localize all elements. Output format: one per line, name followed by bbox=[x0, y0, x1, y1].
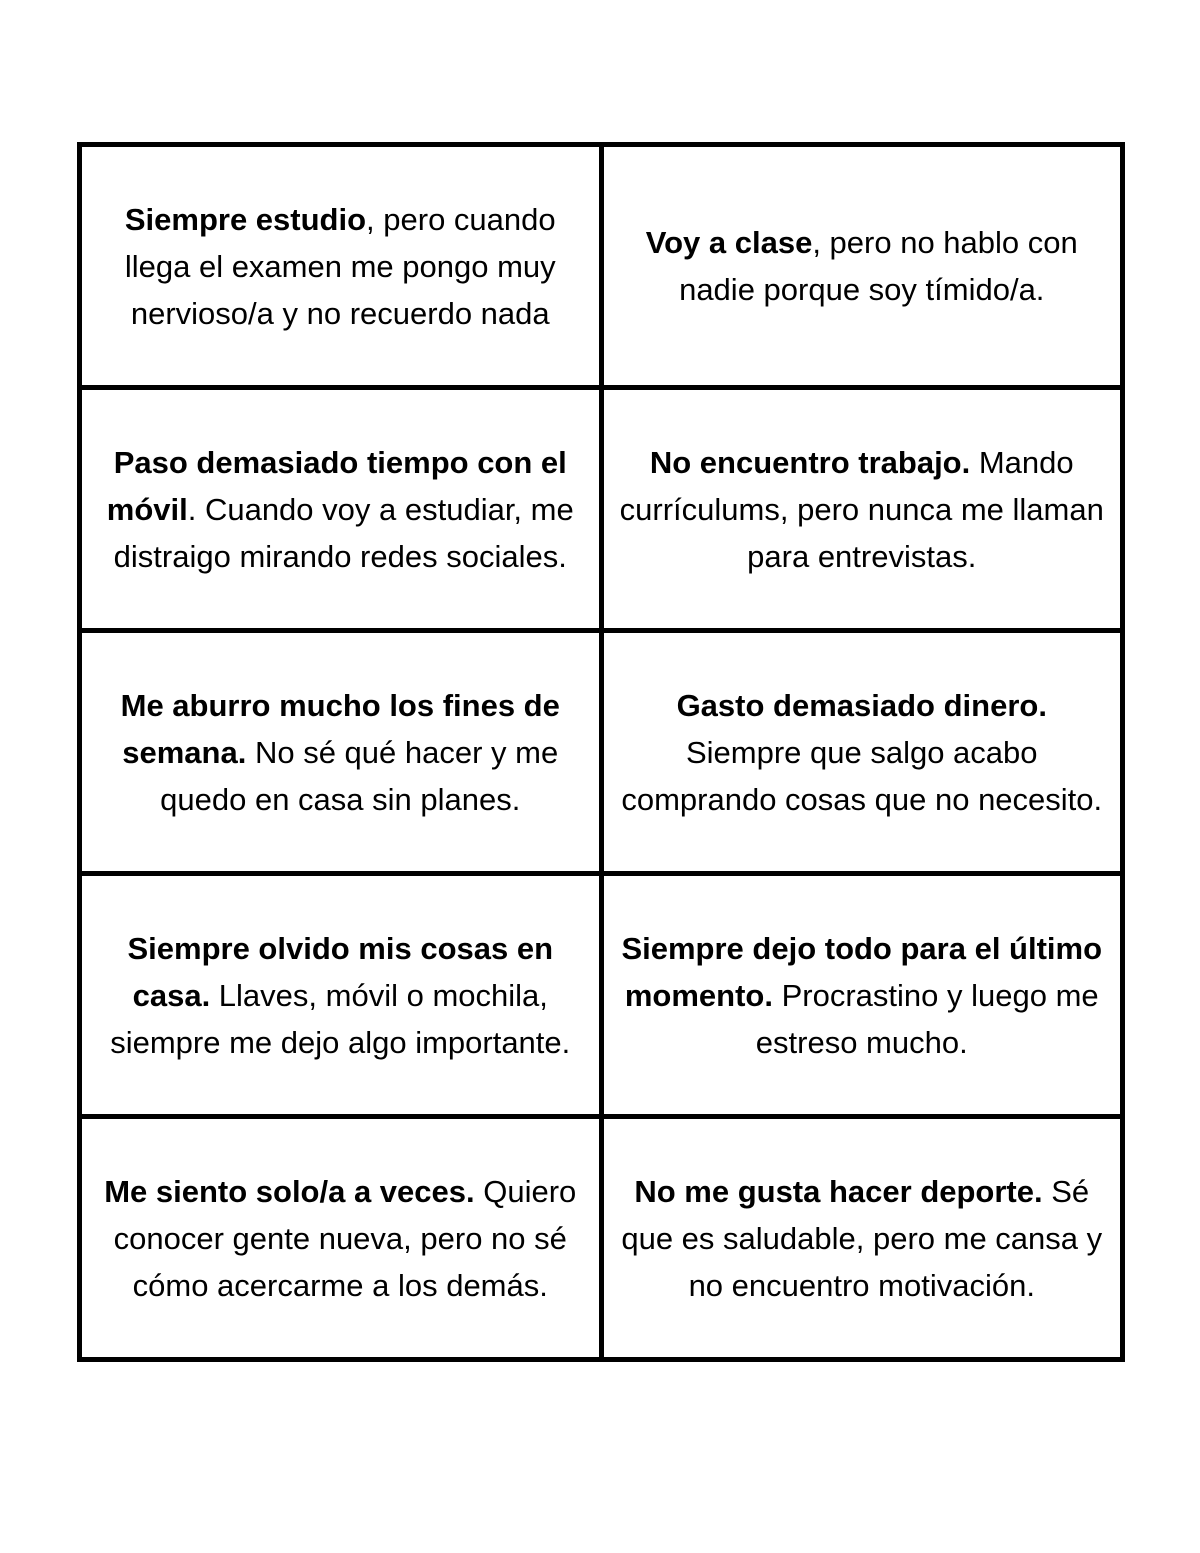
card bbox=[601, 388, 1123, 631]
card-text: Sé que es saludable, pero me cansa y no encuentro motivación. bbox=[621, 1173, 1103, 1303]
card-text: Mando currículums, pero nunca me llaman para entrevistas. bbox=[619, 444, 1104, 574]
card bbox=[80, 388, 602, 631]
card-text: , pero no hablo con nadie porque soy tímido/a. bbox=[679, 225, 1078, 307]
card-bold-text: No encuentro trabajo. bbox=[649, 444, 971, 480]
card-text: Siempre que salgo acabo comprando cosas que no necesito. bbox=[621, 734, 1103, 817]
card-text: Llaves, móvil o mochila, siempre me dejo algo importante. bbox=[110, 977, 571, 1060]
card-bold-text: Paso demasiado tiempo con el móvil bbox=[106, 444, 567, 527]
card-bold-text: Voy a clase bbox=[645, 225, 813, 260]
card bbox=[80, 145, 602, 388]
card bbox=[80, 1117, 602, 1360]
cards-row bbox=[80, 631, 1123, 874]
cards-row bbox=[80, 1117, 1123, 1360]
card-text: Procrastino y luego me estreso mucho. bbox=[755, 977, 1099, 1060]
card-bold-text: Me aburro mucho los fines de semana. bbox=[120, 687, 560, 770]
card bbox=[601, 145, 1123, 388]
card-bold-text: Siempre estudio bbox=[124, 201, 367, 237]
card-text: , pero cuando llega el examen me pongo muy nervioso/a y no recuerdo nada bbox=[124, 201, 556, 331]
card-text: . Cuando voy a estudiar, me distraigo mirando redes sociales. bbox=[113, 491, 574, 574]
card-bold-text: Me siento solo/a a veces. bbox=[104, 1173, 475, 1209]
card bbox=[601, 631, 1123, 874]
card-bold-text: Gasto demasiado dinero. bbox=[676, 687, 1047, 723]
card-bold-text: Siempre dejo todo para el último momento. bbox=[621, 930, 1103, 1013]
card-text: Quiero conocer gente nueva, pero no sé cómo acercarme a los demás. bbox=[113, 1173, 577, 1303]
card bbox=[601, 1117, 1123, 1360]
cards-grid bbox=[77, 142, 1125, 1362]
card bbox=[80, 631, 602, 874]
cards-row bbox=[80, 388, 1123, 631]
card-bold-text: No me gusta hacer deporte. bbox=[634, 1173, 1043, 1209]
card-text: No sé qué hacer y me quedo en casa sin planes. bbox=[160, 734, 559, 817]
card-bold-text: Siempre olvido mis cosas en casa. bbox=[127, 930, 554, 1013]
card bbox=[80, 874, 602, 1117]
cards-row bbox=[80, 874, 1123, 1117]
cards-row bbox=[80, 145, 1123, 388]
card bbox=[601, 874, 1123, 1117]
